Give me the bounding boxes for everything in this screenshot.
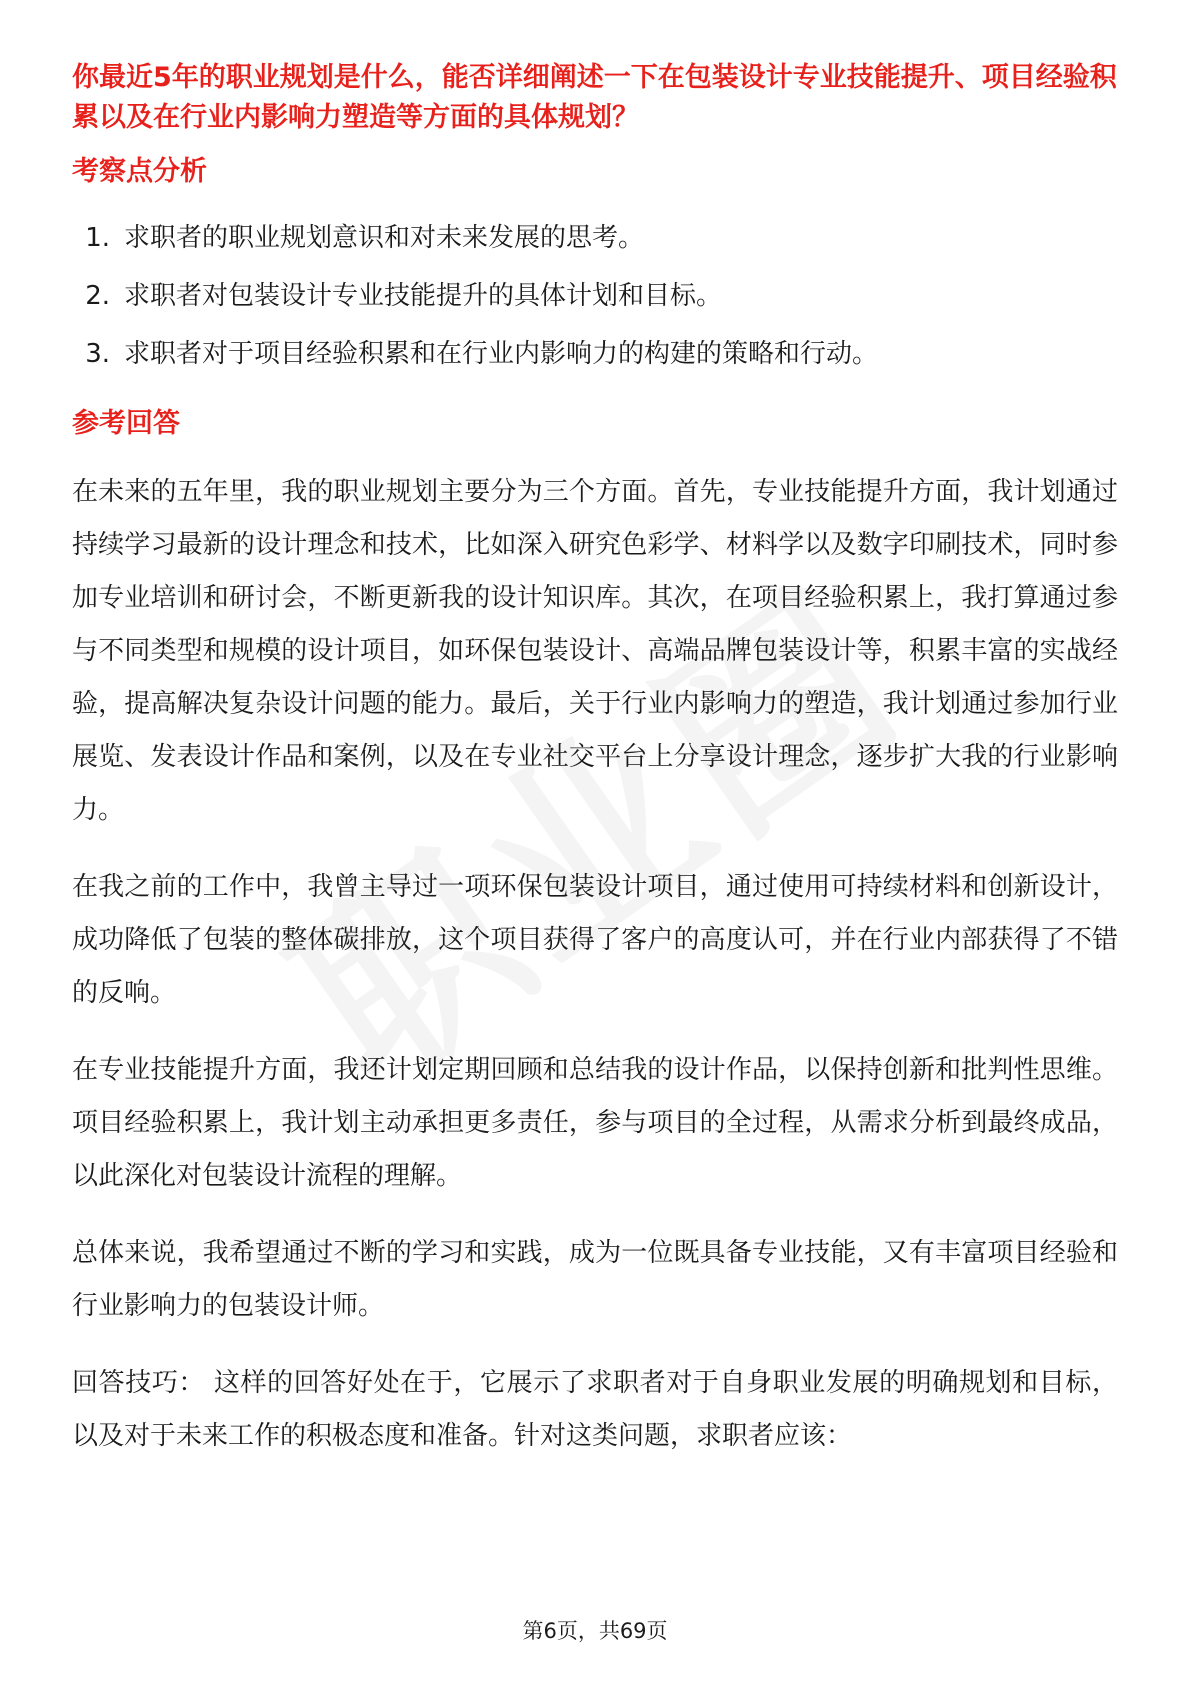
list-item-text: 求职者对包装设计专业技能提升的具体计划和目标。 (124, 281, 723, 311)
document-content (72, 58, 1118, 1463)
tips-paragraph: 回答技巧： 这样的回答好处在于，它展示了求职者对于自身职业发展的明确规划和目标，以及对于未来工作的积极态度和准备。针对这类问题，求职者应该： (72, 1368, 1118, 1451)
list-item-text: 求职者的职业规划意识和对未来发展的思考。 (124, 223, 645, 253)
answer-paragraph: 在未来的五年里，我的职业规划主要分为三个方面。首先，专业技能提升方面，我计划通过持续学习最新的设计理念和技术，比如深入研究色彩学、材料学以及数字印刷技术，同时参加专业培训和研讨会，不断更新我的设计知识库。其次，在项目经验积累上，我打算通过参与不同类型和规模的设计项目，如环保包装设计、高端品牌包装设计等，积累丰富的实战经验，提高解决复杂设计问题的能力。最后，关于行业内影响力的塑造，我计划通过参加行业展览、发表设计作品和案例，以及在专业社交平台上分享设计理念，逐步扩大我的行业影响力。 (72, 477, 1118, 825)
answer-title: 参考回答 (72, 408, 180, 439)
list-item-text: 求职者对于项目经验积累和在行业内影响力的构建的策略和行动。 (124, 339, 879, 369)
analysis-title: 考察点分析 (72, 156, 207, 187)
analysis-item (72, 276, 1118, 316)
answer-paragraph: 总体来说，我希望通过不断的学习和实践，成为一位既具备专业技能，又有丰富项目经验和行业影响力的包装设计师。 (72, 1238, 1118, 1321)
list-number: 1. (85, 223, 110, 253)
page-footer: 第6页，共69页 (522, 1619, 668, 1643)
analysis-item (72, 218, 1118, 258)
list-number: 3. (85, 339, 110, 369)
list-number: 2. (85, 281, 110, 311)
answer-paragraph: 在专业技能提升方面，我还计划定期回顾和总结我的设计作品，以保持创新和批判性思维。项目经验积累上，我计划主动承担更多责任，参与项目的全过程，从需求分析到最终成品，以此深化对包装设计流程的理解。 (72, 1055, 1118, 1191)
question-heading: 你最近5年的职业规划是什么，能否详细阐述一下在包装设计专业技能提升、项目经验积累以及在行业内影响力塑造等方面的具体规划？ (72, 62, 1117, 133)
answer-paragraph: 在我之前的工作中，我曾主导过一项环保包装设计项目，通过使用可持续材料和创新设计，成功降低了包装的整体碳排放，这个项目获得了客户的高度认可，并在行业内部获得了不错的反响。 (72, 872, 1118, 1008)
analysis-item (72, 334, 1118, 374)
analysis-list (72, 218, 1118, 374)
